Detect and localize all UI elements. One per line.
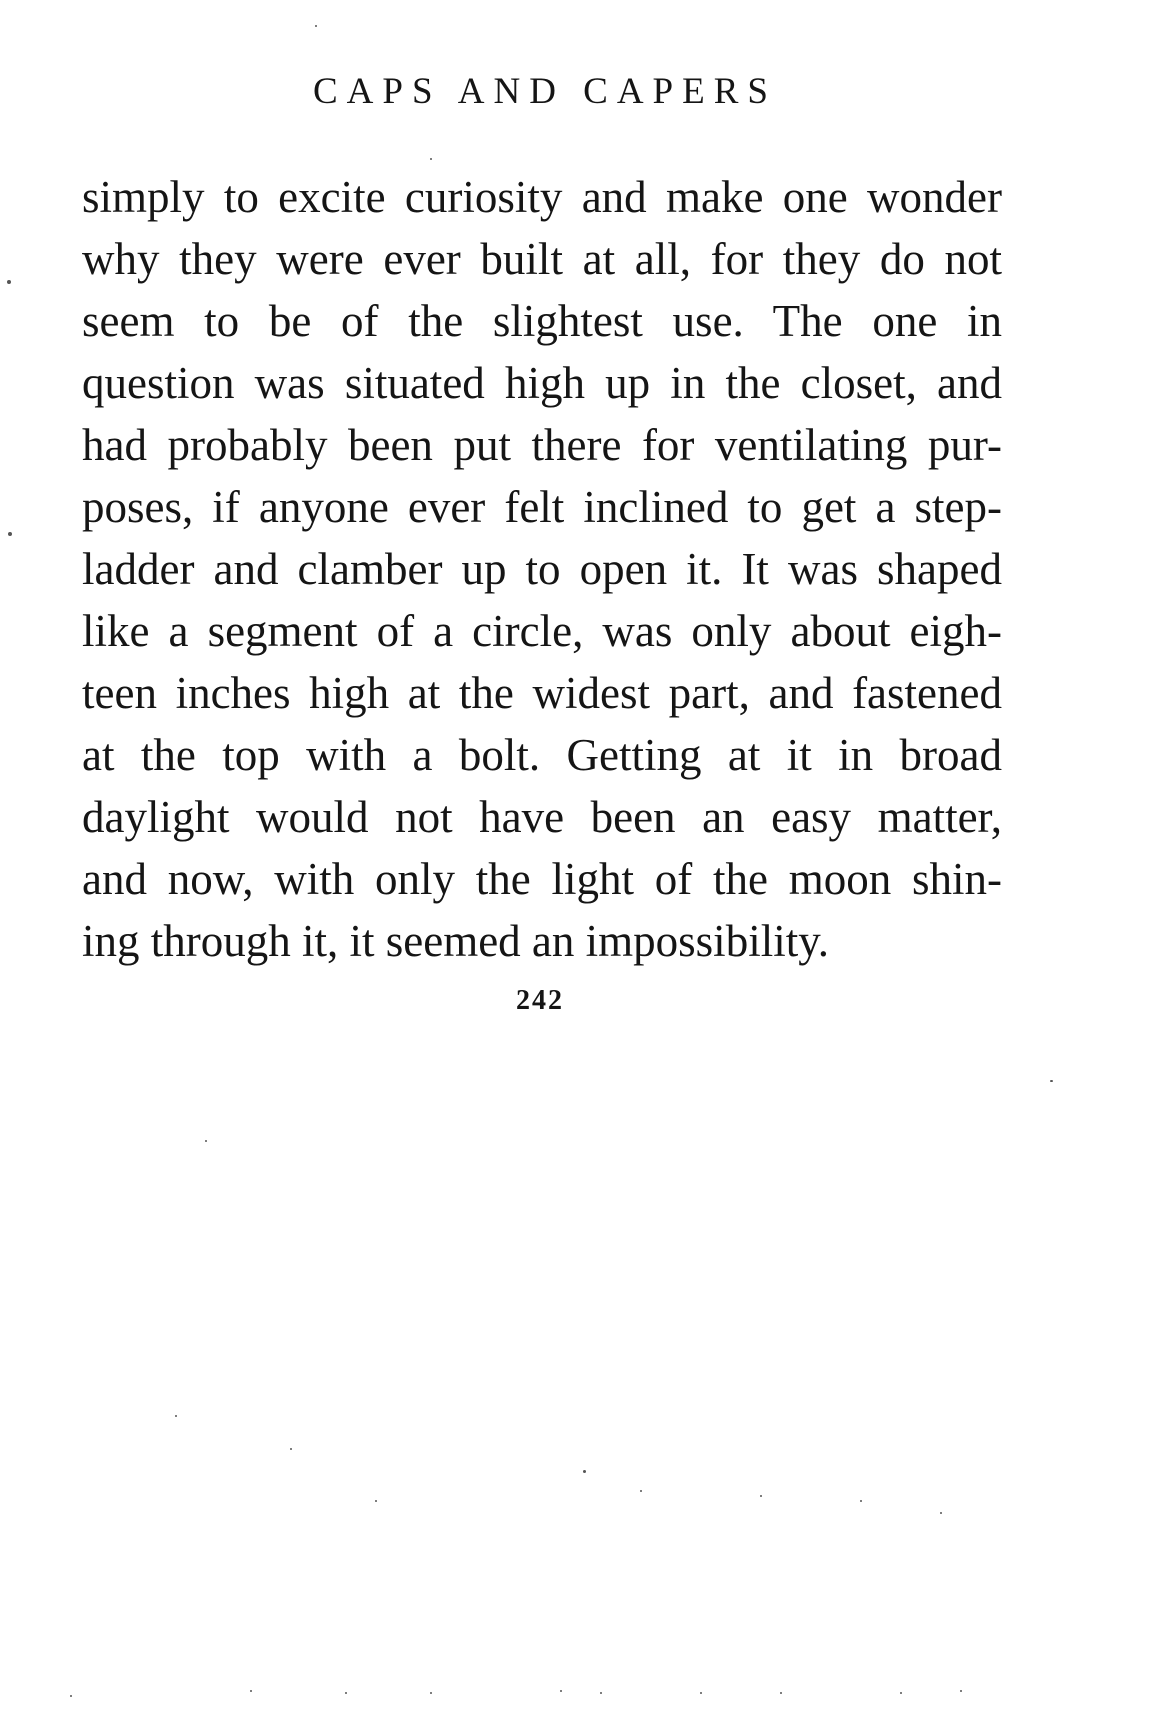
- running-head: CAPS AND CAPERS: [312, 71, 777, 112]
- body-paragraph: [82, 166, 1002, 972]
- text-line: daylight would not have been an easy matter,: [82, 792, 1002, 842]
- text-line: why they were ever built at all, for they do not: [82, 234, 1002, 284]
- text-line: ing through it, it seemed an impossibility.: [82, 916, 830, 966]
- text-line: poses, if anyone ever felt inclined to get a step-: [82, 482, 1002, 532]
- text-line: and now, with only the light of the moon shin-: [82, 854, 1002, 904]
- text-line: at the top with a bolt. Getting at it in broad: [82, 730, 1002, 780]
- text-line: had probably been put there for ventilating pur-: [82, 420, 1002, 470]
- text-line: question was situated high up in the closet, and: [82, 358, 1002, 408]
- text-line: teen inches high at the widest part, and fastened: [82, 668, 1002, 718]
- text-line: like a segment of a circle, was only about eigh-: [82, 606, 1002, 656]
- page-number: 242: [516, 985, 564, 1016]
- text-line: ladder and clamber up to open it. It was shaped: [82, 544, 1002, 594]
- text-line: seem to be of the slightest use. The one in: [82, 296, 1002, 346]
- text-line: simply to excite curiosity and make one wonder: [82, 172, 1002, 222]
